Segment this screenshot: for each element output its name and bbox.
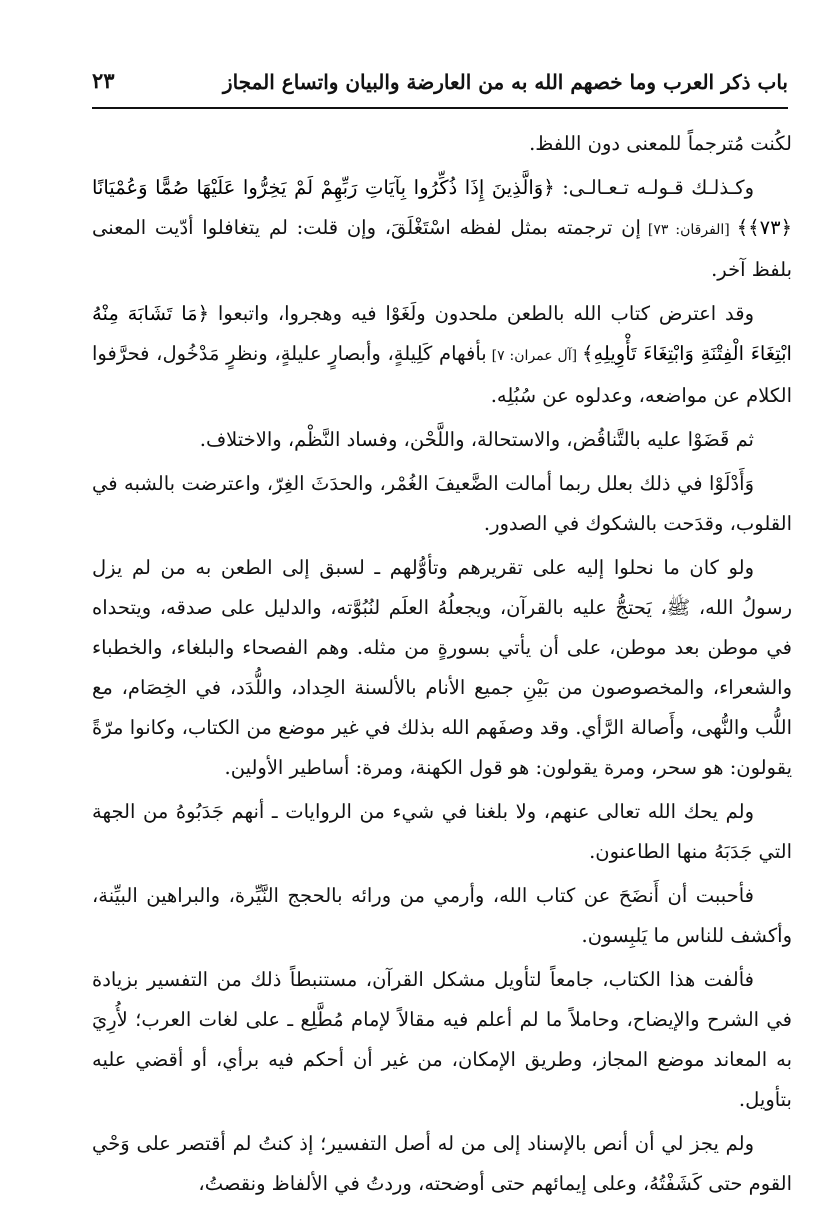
- running-title: باب ذكر العرب وما خصهم الله به من العارضة والبيان واتساع المجاز: [222, 70, 788, 94]
- page-body: [92, 124, 792, 1208]
- paragraph-9: [92, 960, 792, 1120]
- verse-reference: [آل عمران: ٧]: [486, 348, 583, 364]
- page-number: ٢٣: [92, 68, 115, 93]
- paragraph-text: فألفت هذا الكتاب، جامعاً لتأويل مشكل القرآن، مستنبطاً ذلك من التفسير بزيادة في الشرح والإيضاح، وحاملاً ما لم أعلم فيه مقالاً لإمام مُطَّلِع ـ على لغات العرب؛ لأُرِيَ به المعاند موضع المجاز، وطريق الإمكان، من غير أن أحكم فيه برأي، أو أقضي عليه بتأويل.: [92, 968, 792, 1111]
- paragraph-2: [92, 168, 792, 290]
- paragraph-rest: إن ترجمته بمثل لفظه اسْتَغْلَقَ، وإن قلت: لم يتغافلوا أدّيت المعنى بلفظ آخر.: [92, 216, 792, 281]
- paragraph-7: [92, 792, 792, 872]
- paragraph-text: ولو كان ما نحلوا إليه على تقريرهم وتأوُّلهم ـ لسبق إلى الطعن به من لم يزل رسولُ الله، ﷺ، يَحتجُّ عليه بالقرآن، ويجعلُهُ العلَم لنُبُوَّته، والدليل على صدقه، ويتحداه في موطن بعد موطن، على أن يأتي بسورةٍ من مثله. وهم الفصحاء والبلغاء، والخطباء والشعراء، والمخصوصون من بَيْنِ جميع الأنام بالألسنة الحِداد، واللُّدَد، في الخِصَام، مع اللُّب والنُّهى، وأَصالة الرَّأي. وقد وصفَهم الله بذلك في غير موضع من الكتاب، وكانوا مرّةً يقولون: هو سحر، ومرة يقولون: هو قول الكهنة، ومرة: أساطير الأولين.: [92, 556, 792, 779]
- paragraph-text: ثم قَضَوْا عليه بالتَّناقُض، والاستحالة، واللَّحْن، وفساد النَّظْم، والاختلاف.: [199, 428, 754, 451]
- paragraph-text: وَأَدْلَوْا في ذلك بعلل ربما أمالت الضَّعيفَ الغُمْر، والحدَثَ الغِرّ، واعترضت بالشبه في القلوب، وقدَحت بالشكوك في الصدور.: [92, 472, 792, 535]
- paragraph-1: [92, 124, 792, 164]
- paragraph-text: لكُنت مُترجماً للمعنى دون اللفظ.: [529, 132, 792, 155]
- paragraph-5: [92, 464, 792, 544]
- quran-verse: ﴿وَالَّذِينَ إِذَا ذُكِّرُوا بِآيَاتِ رَبِّهِمْ لَمْ يَخِرُّوا عَلَيْهَا صُمًّا وَعُمْيَانًا ﴿٧٣﴾﴾: [92, 176, 792, 239]
- header-divider: [92, 107, 788, 109]
- paragraph-6: [92, 548, 792, 788]
- verse-reference: [الفرقان: ٧٣]: [640, 222, 737, 238]
- paragraph-10: [92, 1124, 792, 1204]
- paragraph-3: [92, 294, 792, 416]
- paragraph-text: فأحببت أن أَنضَحَ عن كتاب الله، وأرمي من ورائه بالحجج النَّيِّرة، والبراهين البيِّنة، وأكشف للناس ما يَلبِسون.: [92, 884, 792, 947]
- paragraph-rest: بأفهام كَلِيلةٍ، وأبصارٍ عليلةٍ، ونظرٍ مَدْخُول، فحرَّفوا الكلام عن مواضعه، وعدلوه عن سُبُلِه.: [92, 342, 792, 407]
- paragraph-lead: وقد اعترض كتاب الله بالطعن ملحدون ولَغَوْا فيه وهجروا، واتبعوا: [209, 302, 754, 325]
- paragraph-8: [92, 876, 792, 956]
- paragraph-4: [92, 420, 792, 460]
- page-header: [92, 66, 788, 106]
- quran-verse: ﴿مَا تَشَابَهَ مِنْهُ ابْتِغَاءَ الْفِتْنَةِ وَابْتِغَاءَ تَأْوِيلِهِ﴾: [92, 302, 792, 365]
- paragraph-lead: وكـذلـك قـولـه تـعـالـى:: [554, 176, 754, 199]
- paragraph-text: ولم يجز لي أن أنص بالإسناد إلى من له أصل التفسير؛ إذ كنتُ لم أقتصر على وَحْي القوم حتى كَشَفْتُهُ، وعلى إيمائهم حتى أوضحته، وردتُ في الألفاظ ونقصتُ،: [92, 1132, 792, 1195]
- paragraph-text: ولم يحك الله تعالى عنهم، ولا بلغنا في شيء من الروايات ـ أنهم جَدَبُوهُ من الجهة التي جَدَبَهُ منها الطاعنون.: [92, 800, 792, 863]
